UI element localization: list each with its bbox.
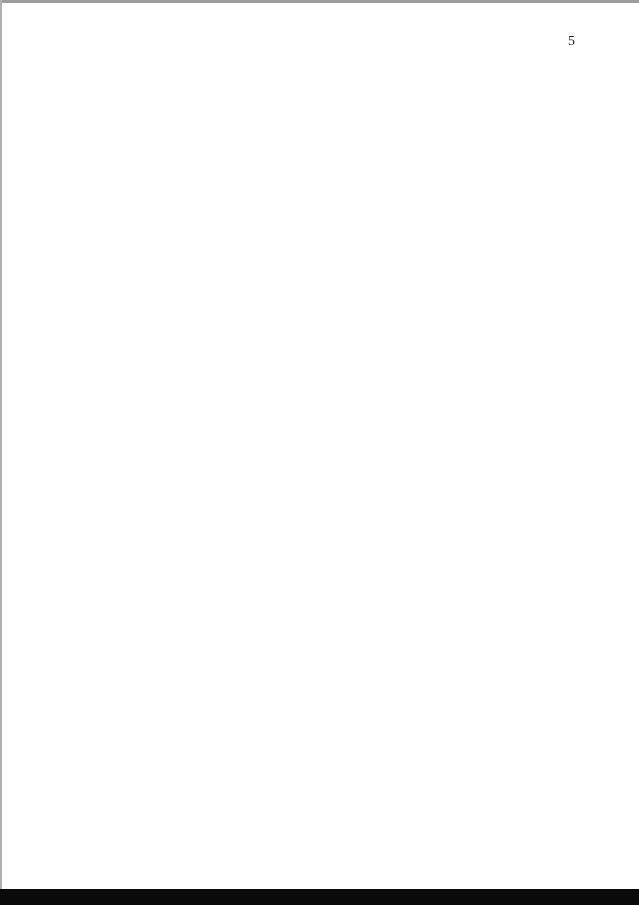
scan-top-edge — [0, 0, 639, 3]
page-number: 5 — [568, 34, 575, 49]
scan-bottom-edge — [0, 889, 639, 905]
scan-left-edge — [0, 0, 2, 905]
